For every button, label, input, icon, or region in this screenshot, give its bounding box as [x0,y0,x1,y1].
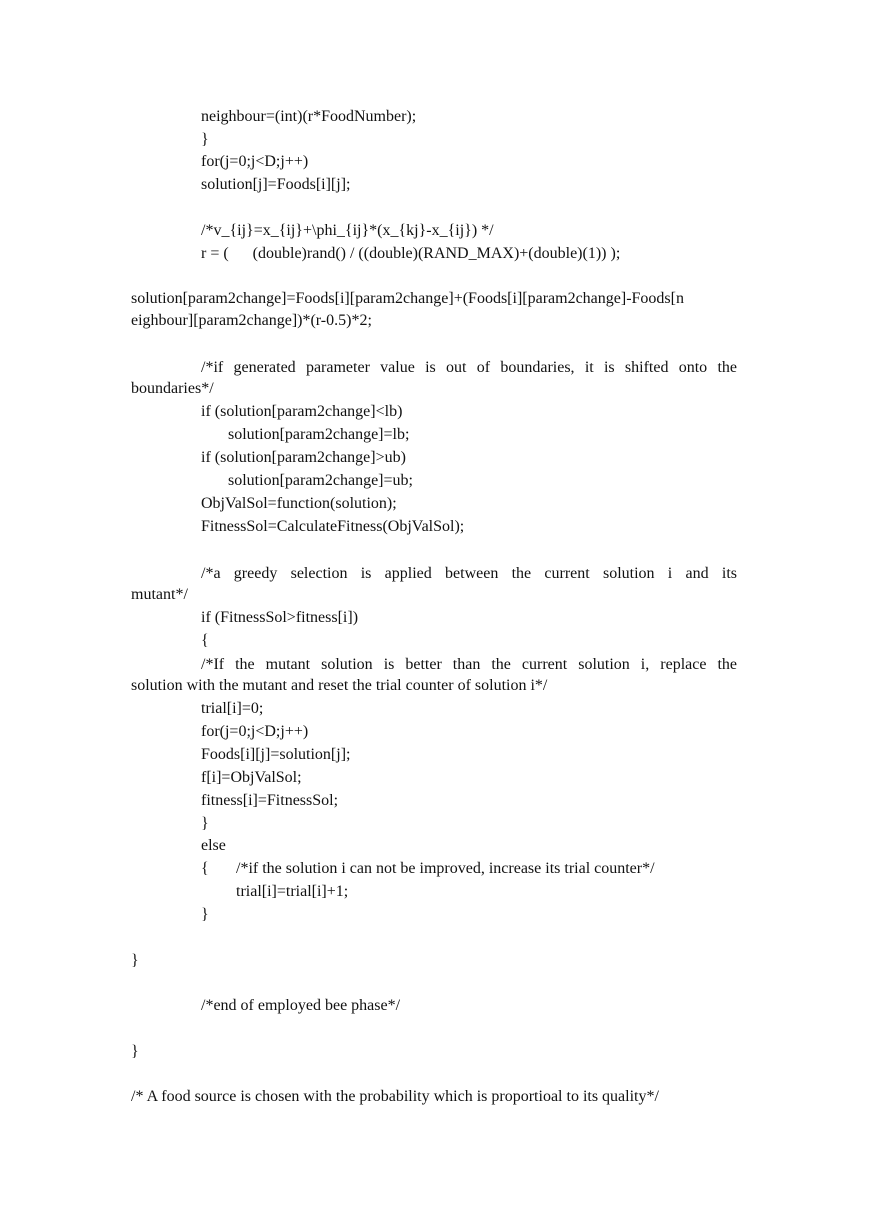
code-comment: /*end of employed bee phase*/ [201,997,401,1014]
code-comment-part: /*if generated parameter value is out of boundaries, it is shifted onto the [201,359,737,376]
code-line-part: solution[param2change]=Foods[i][param2change]+(Foods[i][param2change]-Foods[n [131,290,684,307]
code-line: if (solution[param2change]>ub) [201,449,406,466]
code-line: else [201,837,226,854]
code-comment-wrapped [131,356,737,379]
code-line: trial[i]=0; [201,700,264,717]
code-line: } [201,906,209,923]
code-comment: /*v_{ij}=x_{ij}+\phi_{ij}*(x_{kj}-x_{ij}) */ [201,222,494,239]
code-line: ObjValSol=function(solution); [201,495,397,512]
code-line: if (FitnessSol>fitness[i]) [201,609,359,626]
code-line: solution[j]=Foods[i][j]; [201,176,351,193]
code-line: } [201,815,209,832]
code-line: { [201,632,209,649]
code-line: solution[param2change]=lb; [228,426,410,443]
code-line: neighbour=(int)(r*FoodNumber); [201,108,417,125]
code-comment-wrapped [131,653,737,676]
code-line: } [131,952,139,969]
code-comment-wrapped [131,562,737,585]
code-line: solution[param2change]=ub; [228,472,413,489]
code-comment-part: solution with the mutant and reset the trial counter of solution i*/ [131,677,548,694]
code-comment: /*if the solution i can not be improved, increase its trial counter*/ [236,860,655,877]
code-line-wrapped [131,287,737,310]
code-comment-part: mutant*/ [131,586,188,603]
code-line: Foods[i][j]=solution[j]; [201,746,351,763]
code-comment-part: boundaries*/ [131,380,214,397]
code-line-part: eighbour][param2change])*(r-0.5)*2; [131,312,372,329]
code-comment-part: /*If the mutant solution is better than the current solution i, replace the [201,656,737,673]
code-line: f[i]=ObjValSol; [201,769,302,786]
code-comment: /* A food source is chosen with the probability which is proportioal to its quality*/ [131,1088,659,1105]
code-line: { [201,860,209,877]
code-line: for(j=0;j<D;j++) [201,153,309,170]
code-line: r = ( (double)rand() / ((double)(RAND_MAX)+(double)(1)) ); [201,245,621,262]
code-line: } [131,1043,139,1060]
code-line: for(j=0;j<D;j++) [201,723,309,740]
code-line: } [201,131,209,148]
code-line: if (solution[param2change]<lb) [201,403,403,420]
code-comment-part: /*a greedy selection is applied between the current solution i and its [201,565,737,582]
code-line: FitnessSol=CalculateFitness(ObjValSol); [201,518,465,535]
code-line: trial[i]=trial[i]+1; [236,883,349,900]
code-line: fitness[i]=FitnessSol; [201,792,339,809]
